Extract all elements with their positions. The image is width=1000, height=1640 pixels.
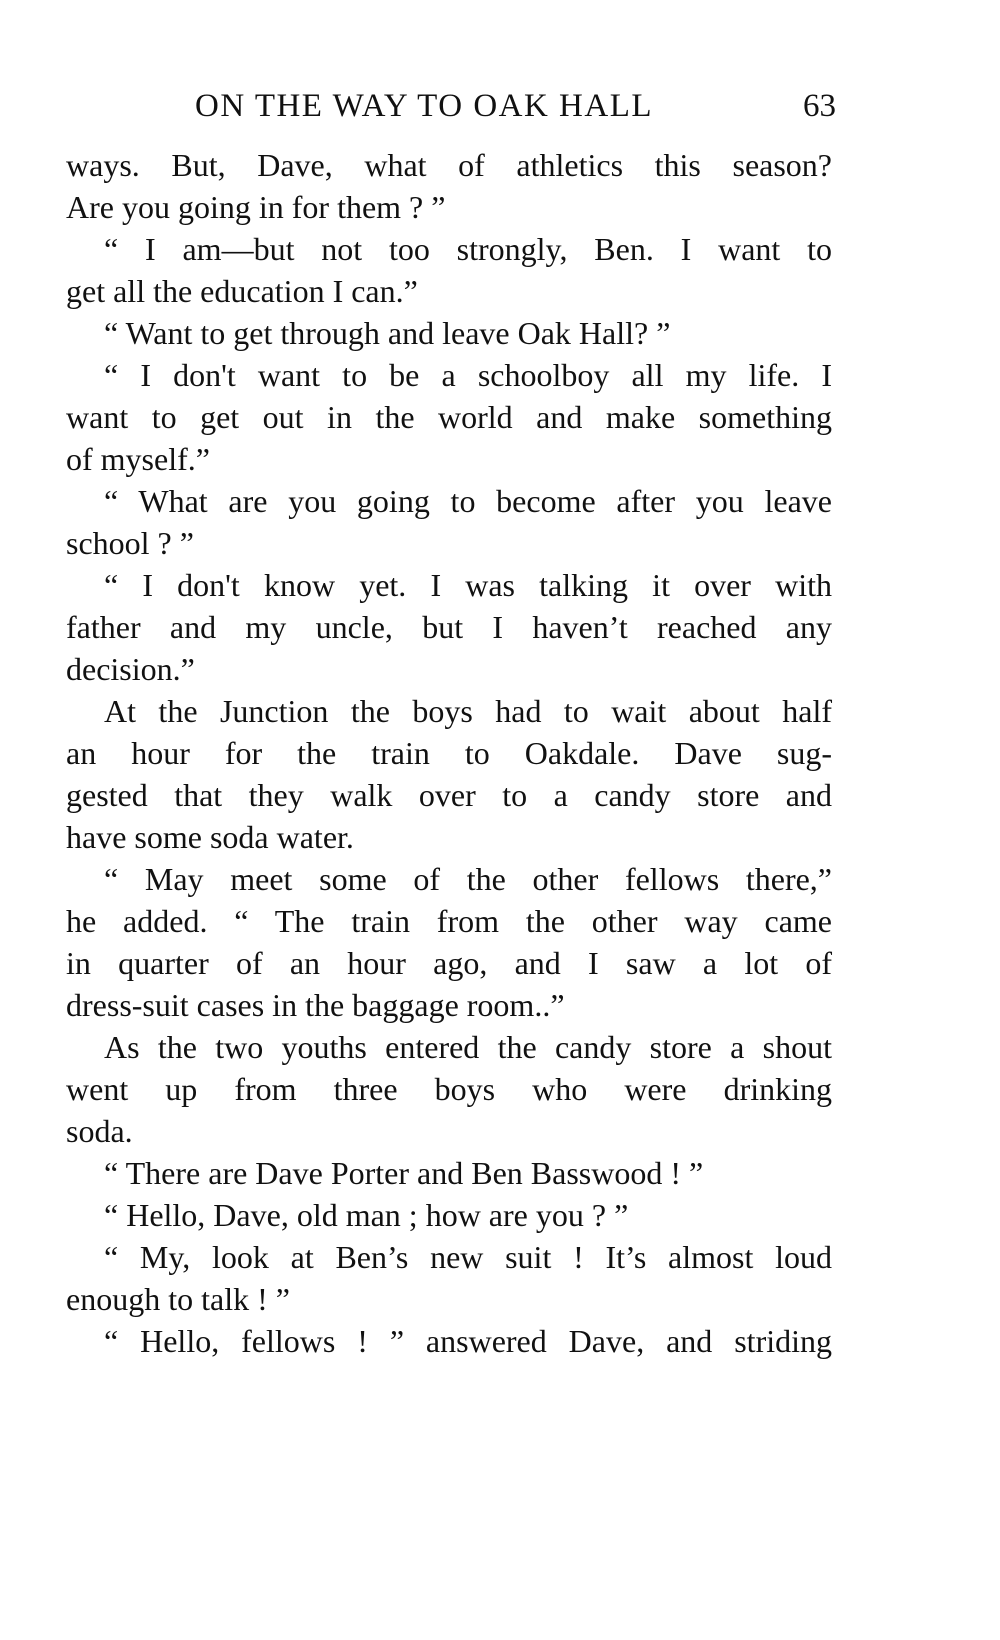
text-line: father and my uncle, but I haven’t reached any xyxy=(66,609,832,645)
text-line: enough to talk ! ” xyxy=(66,1281,290,1317)
text-line: went up from three boys who were drinking xyxy=(66,1071,832,1107)
text-line: an hour for the train to Oakdale. Dave sug- xyxy=(66,735,832,771)
body-text xyxy=(66,144,832,1362)
running-title: ON THE WAY TO OAK HALL xyxy=(195,88,654,124)
text-line: “ Hello, fellows ! ” answered Dave, and striding xyxy=(104,1323,832,1359)
text-line: of myself.” xyxy=(66,441,210,477)
text-line: soda. xyxy=(66,1113,133,1149)
text-line: gested that they walk over to a candy store and xyxy=(66,777,832,813)
text-line: At the Junction the boys had to wait about half xyxy=(104,693,832,729)
text-line: in quarter of an hour ago, and I saw a lot of xyxy=(66,945,832,981)
text-line: “ I don't want to be a schoolboy all my life. I xyxy=(104,357,832,393)
text-line: want to get out in the world and make something xyxy=(66,399,832,435)
text-line: he added. “ The train from the other way came xyxy=(66,903,832,939)
text-line: “ May meet some of the other fellows there,” xyxy=(104,861,832,897)
text-line: “ I don't know yet. I was talking it over with xyxy=(104,567,832,603)
text-line: “ Want to get through and leave Oak Hall? ” xyxy=(104,315,671,351)
text-line: “ My, look at Ben’s new suit ! It’s almost loud xyxy=(104,1239,832,1275)
text-line: get all the education I can.” xyxy=(66,273,418,309)
text-line: “ What are you going to become after you leave xyxy=(104,483,832,519)
text-line: Are you going in for them ? ” xyxy=(66,189,446,225)
page-number: 63 xyxy=(803,88,836,124)
text-line: “ There are Dave Porter and Ben Basswood ! ” xyxy=(104,1155,704,1191)
text-line: As the two youths entered the candy store a shout xyxy=(104,1029,832,1065)
text-line: decision.” xyxy=(66,651,195,687)
text-line: ways. But, Dave, what of athletics this season? xyxy=(66,147,832,183)
text-line: “ I am—but not too strongly, Ben. I want to xyxy=(104,231,832,267)
running-head xyxy=(0,84,1000,128)
text-line: school ? ” xyxy=(66,525,194,561)
text-line: dress-suit cases in the baggage room..” xyxy=(66,987,565,1023)
text-line: “ Hello, Dave, old man ; how are you ? ” xyxy=(104,1197,629,1233)
text-line: have some soda water. xyxy=(66,819,354,855)
